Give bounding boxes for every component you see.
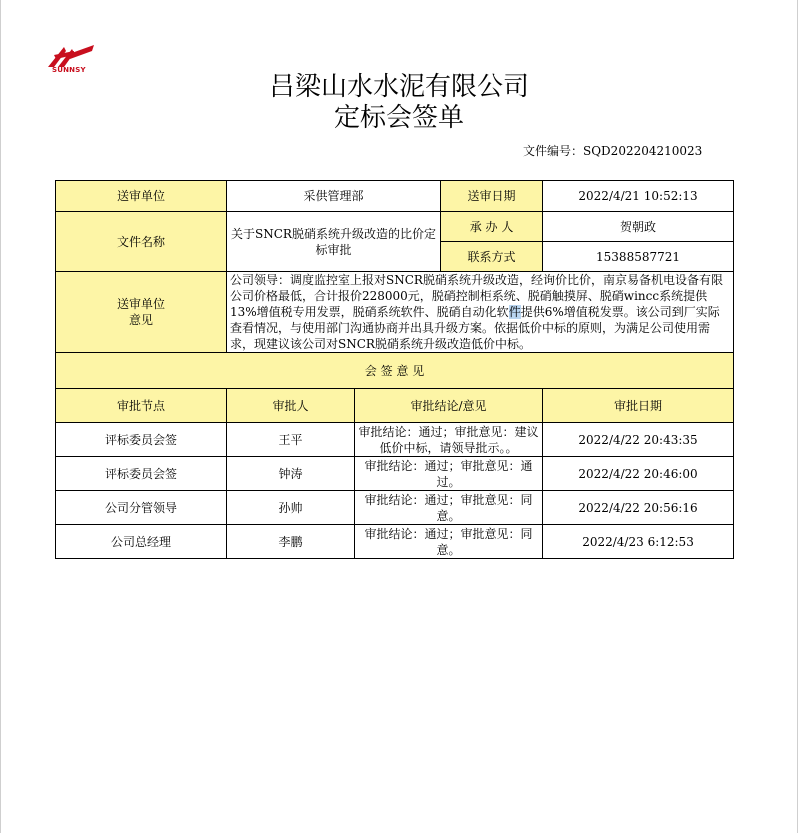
row-date: 2022/4/22 20:56:16 (543, 491, 734, 525)
row-node: 公司分管领导 (56, 491, 227, 525)
header-approval-date: 审批日期 (543, 389, 734, 423)
table-row (56, 491, 734, 525)
table-row (56, 457, 734, 491)
opinion-label-line-1: 送审单位 (116, 297, 165, 311)
company-name: 吕梁山水水泥有限公司 (268, 72, 529, 102)
handler-label: 承 办 人 (441, 212, 543, 242)
submit-date-label: 送审日期 (441, 181, 543, 212)
header-approver: 审批人 (227, 389, 355, 423)
row-date: 2022/4/23 6:12:53 (543, 525, 734, 559)
countersign-section-title: 会 签 意 见 (56, 353, 734, 389)
row-approver: 钟涛 (227, 457, 355, 491)
row-conclusion: 审批结论：通过；审批意见：建议低价中标，请领导批示。。 (355, 423, 543, 457)
row-date: 2022/4/22 20:43:35 (543, 423, 734, 457)
handler-value: 贺朝政 (543, 212, 734, 242)
document-title: 定标会签单 (333, 103, 464, 133)
file-name-value: 关于SNCR脱硝系统升级改造的比价定标审批 (227, 212, 441, 272)
row-approver: 孙帅 (227, 491, 355, 525)
approval-form-table (55, 180, 734, 559)
opinion-text-part-2: 提供6%增值税发票。该公司到厂实际查看情况，与使用部门沟通协商并出具升级方案。依据低价中标的原则，为满足公司使用需求，现建议该公司对SNCR脱硝系统升级改造低价中标。 (230, 305, 720, 351)
header-approval-node: 审批节点 (56, 389, 227, 423)
row-conclusion: 审批结论：通过；审批意见：通过。 (355, 457, 543, 491)
table-row (56, 423, 734, 457)
contact-value: 15388587721 (543, 242, 734, 272)
row-node: 公司总经理 (56, 525, 227, 559)
row-conclusion: 审批结论：通过；审批意见：同意。 (355, 491, 543, 525)
table-row (56, 525, 734, 559)
opinion-label-line-2: 意见 (128, 313, 153, 327)
row-conclusion: 审批结论：通过；审批意见：同意。 (355, 525, 543, 559)
row-approver: 李鹏 (227, 525, 355, 559)
row-node: 评标委员会签 (56, 423, 227, 457)
submit-unit-label: 送审单位 (56, 181, 227, 212)
document-number: 文件编号：SQD202204210023 (523, 144, 703, 158)
header-conclusion: 审批结论/意见 (355, 389, 543, 423)
submit-unit-opinion (227, 272, 734, 353)
opinion-text-part-1: 公司领导：调度监控室上报对SNCR脱硝系统升级改造，经询价比价，南京易备机电设备有限公司价格最低，合计报价228000元，脱硝控制柜系统、脱硝触摸屏、脱硝wincc系统提供13%增值税专用发票，脱硝系统软件、脱硝自动化软 (230, 273, 723, 319)
file-name-label: 文件名称 (56, 212, 227, 272)
row-date: 2022/4/22 20:46:00 (543, 457, 734, 491)
opinion-label (56, 272, 227, 353)
submit-unit-value: 采供管理部 (227, 181, 441, 212)
submit-date-value: 2022/4/21 10:52:13 (543, 181, 734, 212)
logo-text: SUNNSY (52, 66, 86, 74)
contact-label: 联系方式 (441, 242, 543, 272)
opinion-text-highlight: 件 (508, 305, 521, 319)
row-node: 评标委员会签 (56, 457, 227, 491)
row-approver: 王平 (227, 423, 355, 457)
